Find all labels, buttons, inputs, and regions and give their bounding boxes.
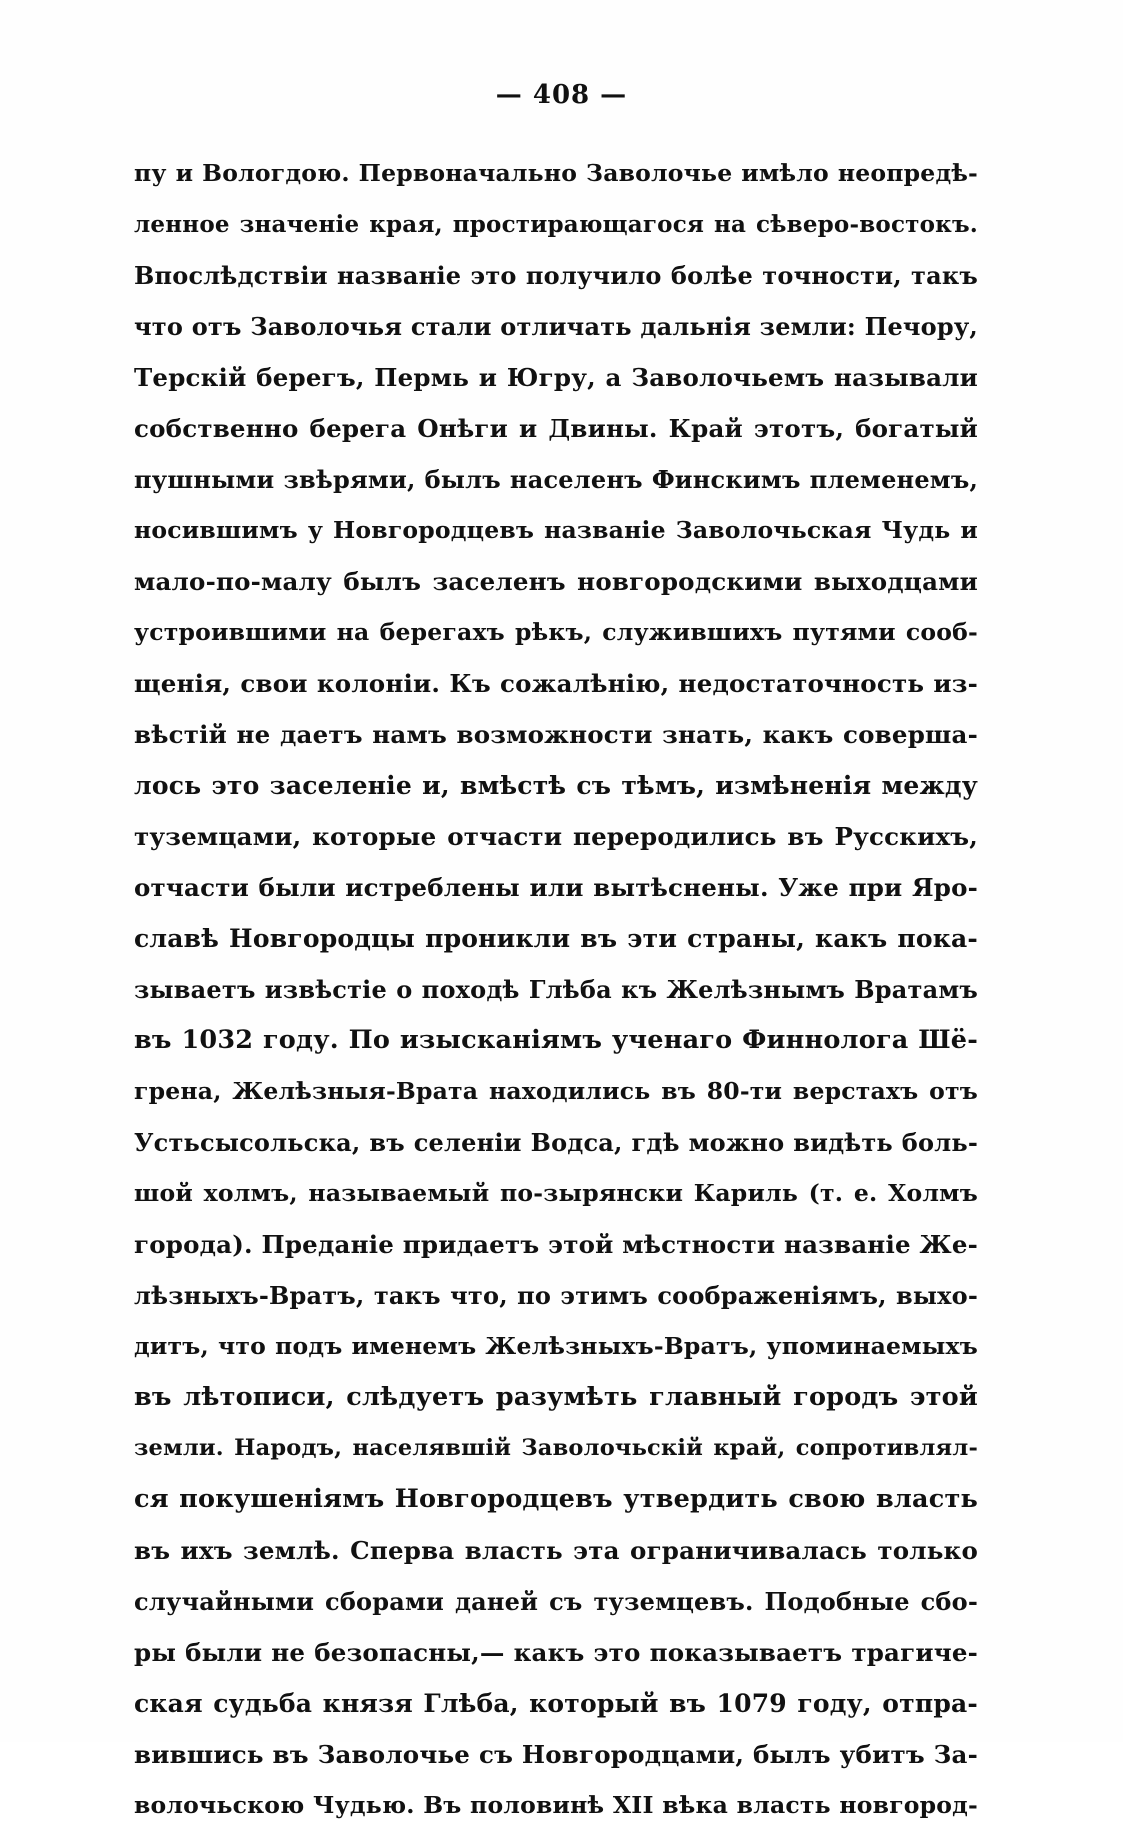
text-line: шой холмъ, называемый по-зырянски Кариль (т. е. Холмъ	[134, 1179, 978, 1207]
text-line: туземцами, которые отчасти переродились въ Русскихъ,	[134, 822, 978, 851]
text-line: вившись въ Заволочье съ Новгородцами, былъ убитъ За-	[134, 1740, 978, 1769]
text-line: въ лѣтописи, слѣдуетъ разумѣть главный городъ этой	[134, 1382, 978, 1412]
text-line: лѣзныхъ-Вратъ, такъ что, по этимъ соображеніямъ, выхо-	[134, 1281, 978, 1310]
text-line: ская судьба князя Глѣба, который въ 1079 году, отпра-	[134, 1689, 978, 1718]
text-line: мало-по-малу былъ заселенъ новгородскими выходцами	[134, 567, 978, 596]
text-line: дитъ, что подъ именемъ Желѣзныхъ-Вратъ, упоминаемыхъ	[134, 1332, 978, 1360]
text-line: города). Преданіе придаетъ этой мѣстности названіе Же-	[134, 1230, 978, 1259]
text-line: отчасти были истреблены или вытѣснены. Уже при Яро-	[134, 873, 978, 902]
text-line: въ ихъ землѣ. Сперва власть эта ограничивалась только	[134, 1536, 978, 1565]
text-line: пушными звѣрями, былъ населенъ Финскимъ племенемъ,	[134, 465, 978, 494]
text-line: щенія, свои колоніи. Къ сожалѣнію, недостаточность из-	[134, 669, 978, 698]
text-line: ленное значеніе края, простирающагося на сѣверо-востокъ.	[134, 211, 978, 238]
text-line: собственно берега Онѣги и Двины. Край этотъ, богатый	[134, 414, 978, 443]
text-line: Впослѣдствіи названіе это получило болѣе точности, такъ	[134, 261, 978, 290]
text-line: грена, Желѣзныя-Врата находились въ 80-ти верстахъ отъ	[134, 1077, 978, 1105]
page-number: — 408 —	[495, 80, 628, 110]
text-line: ры были не безопасны,— какъ это показываетъ трагиче-	[134, 1638, 978, 1667]
text-line: устроившими на берегахъ рѣкъ, служившихъ путями сооб-	[134, 618, 978, 646]
text-line: волочьскою Чудью. Въ половинѣ XII вѣка власть новгород-	[134, 1791, 978, 1819]
text-line: въ 1032 году. По изысканіямъ ученаго Финнолога Шё-	[134, 1025, 978, 1055]
text-line: земли. Народъ, населявшій Заволочьскій край, сопротивлял-	[134, 1435, 978, 1461]
text-line: вѣстій не даетъ намъ возможности знать, какъ соверша-	[134, 720, 978, 749]
text-line: зываетъ извѣстіе о походѣ Глѣба къ Желѣзнымъ Вратамъ	[134, 975, 978, 1004]
text-line: случайными сборами даней съ туземцевъ. Подобные сбо-	[134, 1587, 978, 1616]
text-line: славѣ Новгородцы проникли въ эти страны, какъ пока-	[134, 924, 978, 953]
text-line: Устьсысольска, въ селеніи Водса, гдѣ можно видѣть боль-	[134, 1128, 978, 1157]
text-line: ся покушеніямъ Новгородцевъ утвердить свою власть	[134, 1484, 978, 1514]
text-line: что отъ Заволочья стали отличать дальнія земли: Печору,	[134, 312, 978, 341]
text-line: Терскій берегъ, Пермь и Югру, а Заволочьемъ называли	[134, 363, 978, 392]
body-text	[134, 148, 978, 1831]
text-line: носившимъ у Новгородцевъ названіе Заволочьская Чудь и	[134, 516, 978, 544]
text-line: пу и Вологдою. Первоначально Заволочье имѣло неопредѣ-	[134, 159, 978, 187]
text-line: лось это заселеніе и, вмѣстѣ съ тѣмъ, измѣненія между	[134, 771, 978, 800]
